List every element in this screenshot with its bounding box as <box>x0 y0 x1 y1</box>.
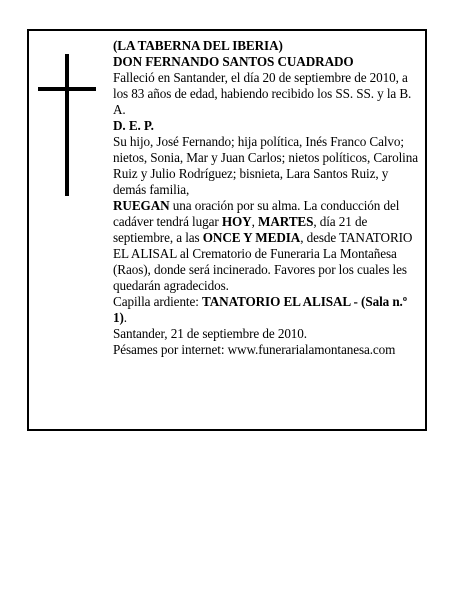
funeral-text-3: , desde TANATORIO EL ALISAL al Crematorio de Funeraria La Montañesa (Raos), donde será incinerado. Favores por los cuales les quedarán agradecidos. <box>113 230 413 293</box>
deceased-name: DON FERNANDO SANTOS CUADRADO <box>113 54 354 69</box>
condolences-line: Pésames por internet: www.funerarialamontanesa.com <box>113 342 396 357</box>
cross-horizontal-bar <box>38 87 96 91</box>
hoy-label: HOY <box>221 214 252 229</box>
date-line: Santander, 21 de septiembre de 2010. <box>113 326 307 341</box>
comma-text: , <box>251 214 258 229</box>
chapel-location: TANATORIO EL ALISAL - (Sala n.º 1) <box>113 294 408 325</box>
chapel-label: Capilla ardiente: <box>113 294 203 309</box>
rip-line: D. E. P. <box>113 118 154 133</box>
hour-label: ONCE Y MEDIA <box>202 230 301 245</box>
obituary-text <box>113 38 423 358</box>
chapel-end: . <box>123 310 127 325</box>
death-info: Falleció en Santander, el día 20 de septiembre de 2010, a los 83 años de edad, habiendo recibido los SS. SS. y la B. A. <box>113 70 412 117</box>
cross-vertical-bar <box>65 54 69 196</box>
funeral-details <box>113 198 423 294</box>
cross-icon <box>38 54 96 196</box>
ruegan-label: RUEGAN <box>113 198 170 213</box>
martes-label: MARTES <box>258 214 314 229</box>
funeral-text-1: una oración por su alma. La conducción del cadáver tendrá lugar <box>113 198 400 229</box>
family-list: Su hijo, José Fernando; hija política, Inés Franco Calvo; nietos, Sonia, Mar y Juan Carlos; nietos políticos, Carolina Ruiz y Julio Rodríguez; bisnieta, Lara Santos Ruiz, y demás familia, <box>113 134 418 197</box>
funeral-text-2: , día 21 de septiembre, a las <box>113 214 368 245</box>
notice-header: (LA TABERNA DEL IBERIA) <box>113 38 283 53</box>
chapel-line <box>113 294 423 326</box>
